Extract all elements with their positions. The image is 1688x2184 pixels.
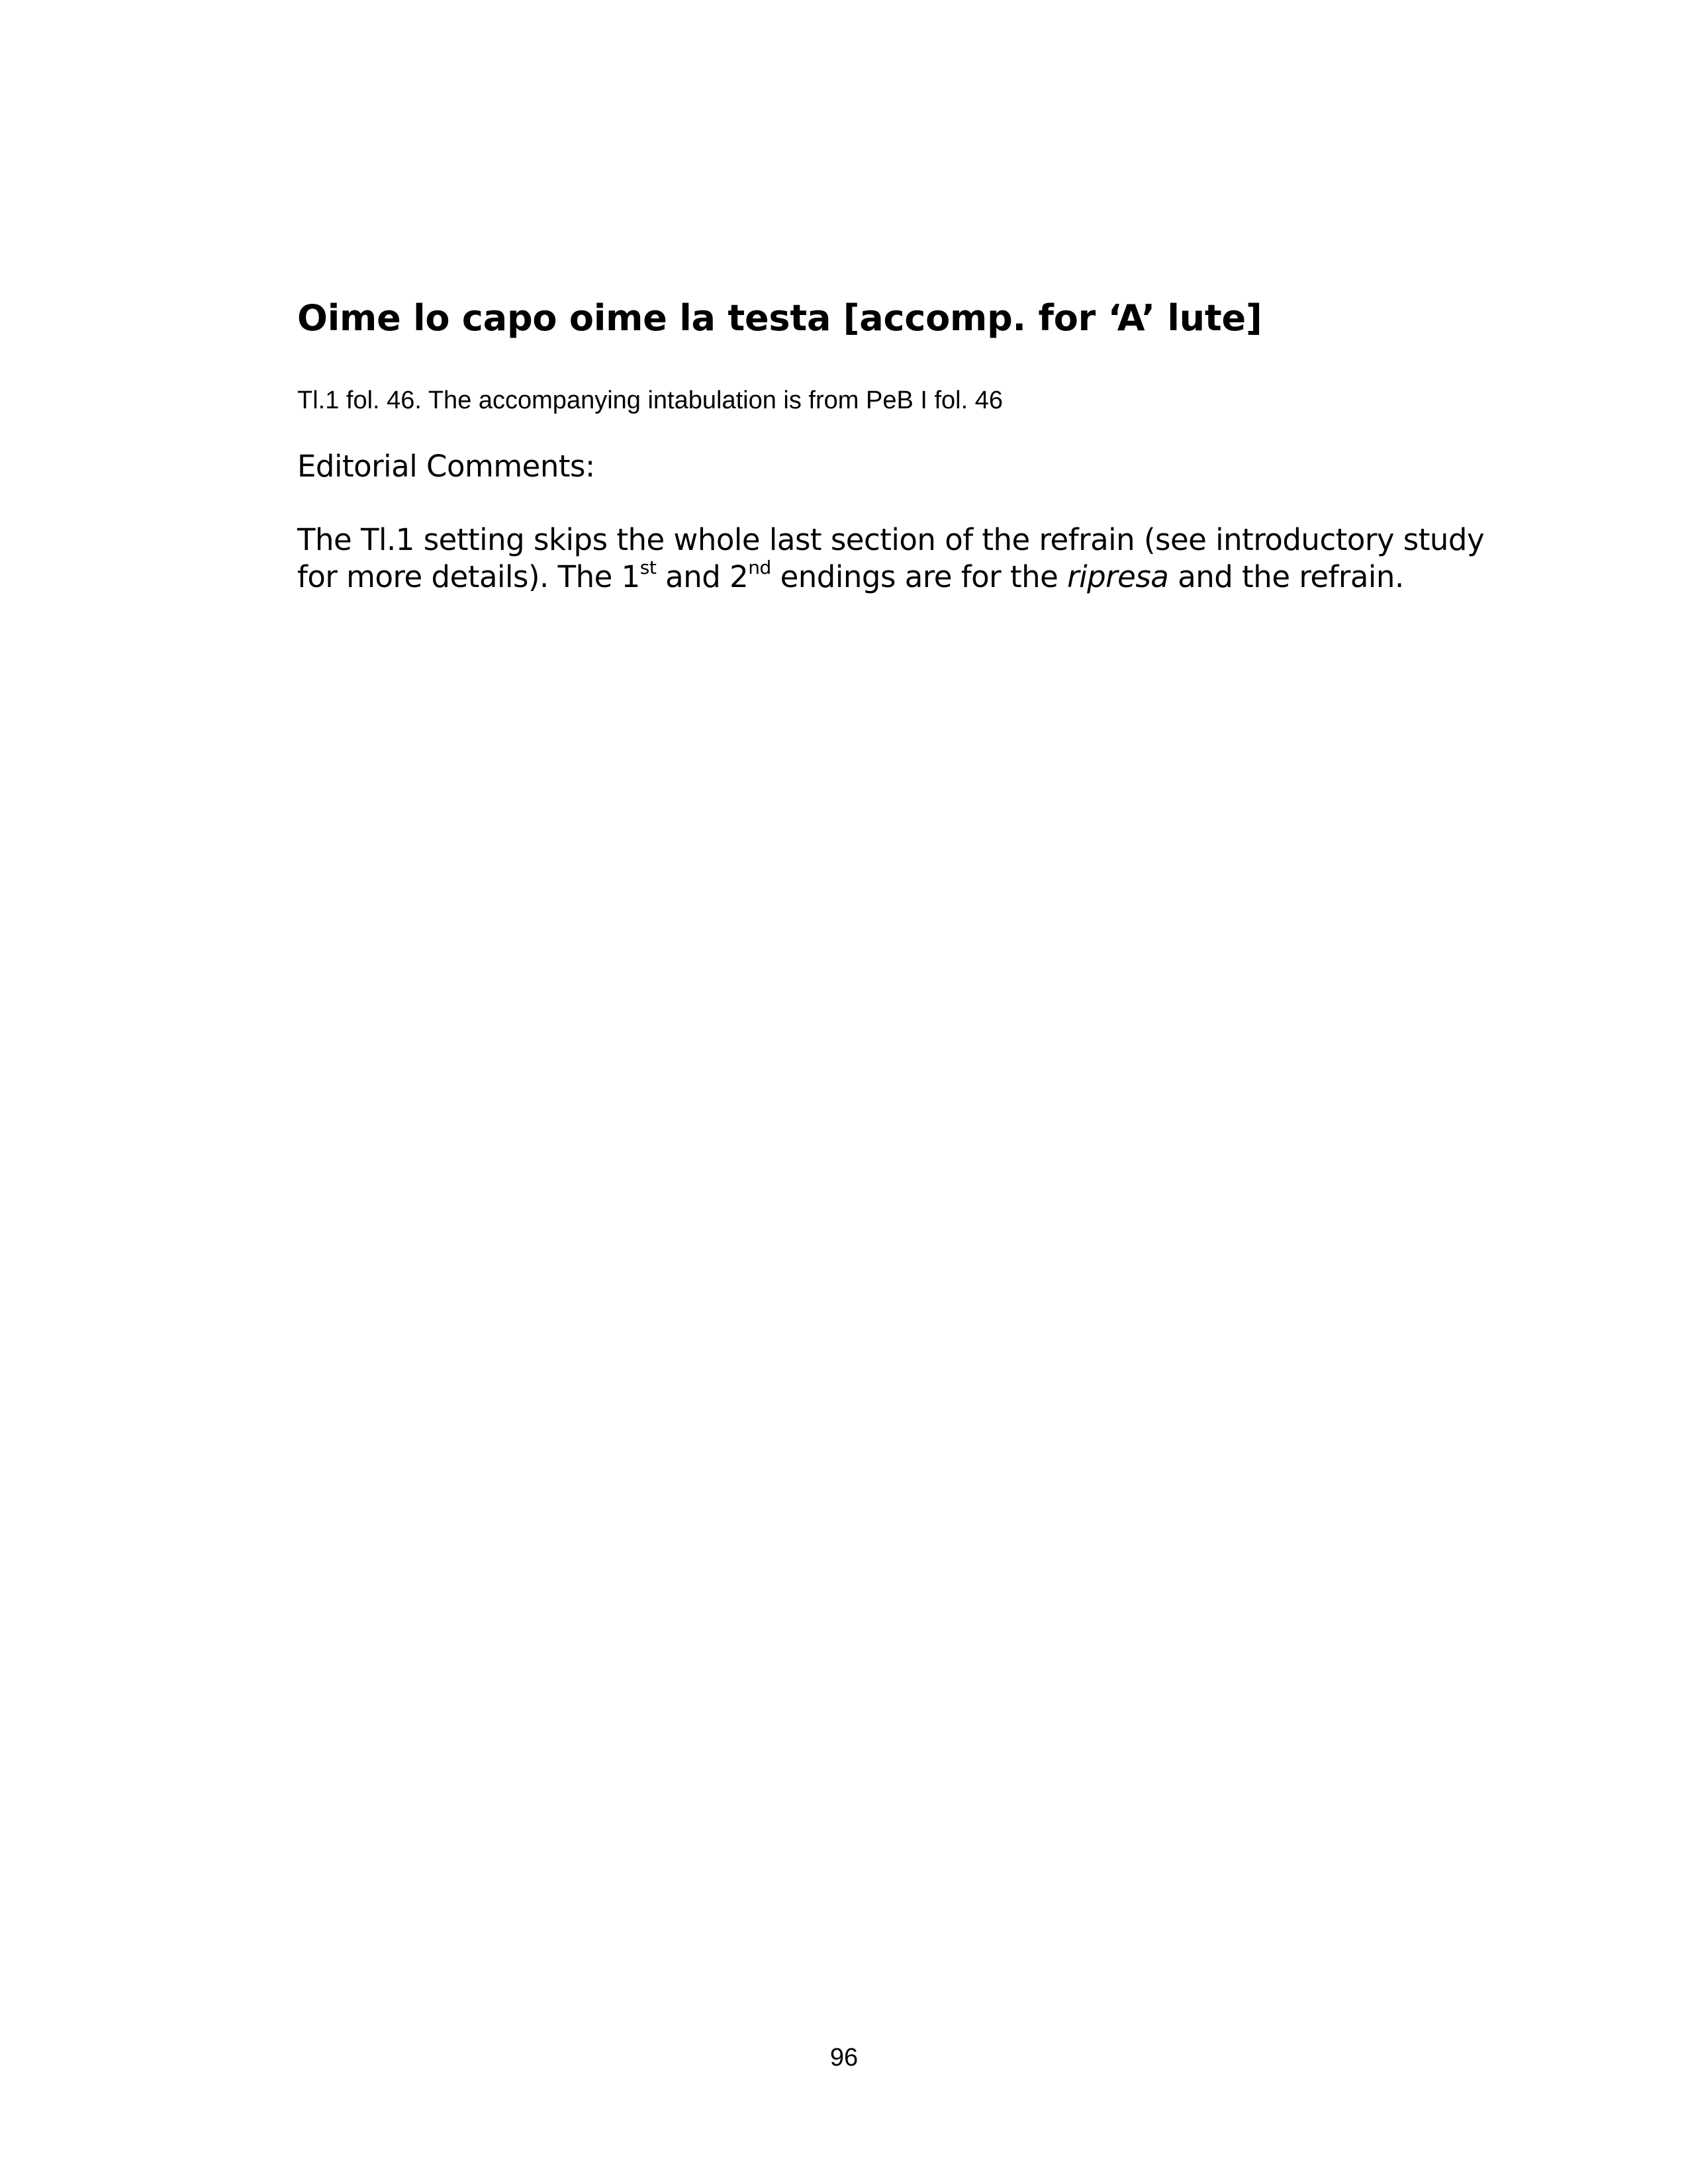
superscript-st: st [639,557,657,578]
source-note: Tl.1 fol. 46. The accompanying intabulation is from PeB I fol. 46 [297,387,1003,414]
italic-term-ripresa: ripresa [1067,559,1169,594]
editorial-comments-heading: Editorial Comments: [297,449,595,484]
editorial-comments-body [297,522,1489,596]
page-title: Oime lo capo oime la testa [accomp. for ‘A’ lute] [297,297,1262,339]
comments-text-segment: endings are for the [771,559,1068,594]
page-number: 96 [829,2044,859,2071]
comments-text-segment: and the refrain. [1168,559,1404,594]
comments-line-1: The Tl.1 setting skips the whole last section of the refrain (see introductory study [297,522,1485,557]
comments-text-segment: and 2 [656,559,749,594]
comments-line-2 [297,559,1489,596]
comments-text-segment: for more details). The 1 [297,559,640,594]
superscript-nd: nd [748,557,771,578]
